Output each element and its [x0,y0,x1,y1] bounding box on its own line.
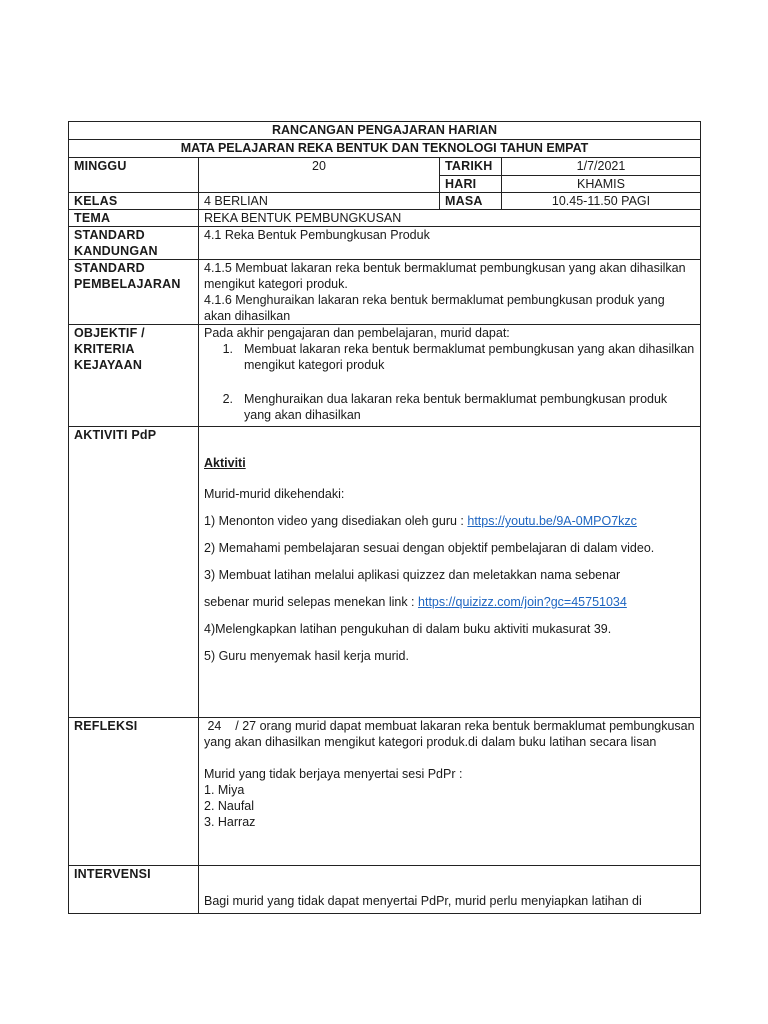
standard-pembelajaran-item-2: 4.1.6 Menghuraikan lakaran reka bentuk bermaklumat pembungkusan produk yang akan dihasilkan [204,293,665,323]
subject-title: MATA PELAJARAN REKA BENTUK DAN TEKNOLOGI TAHUN EMPAT [69,140,701,158]
refleksi-label: REFLEKSI [69,718,199,866]
intervensi-label: INTERVENSI [69,866,199,914]
youtube-link[interactable]: https://youtu.be/9A-0MPO7kzc [467,514,637,528]
refleksi-text: / 27 orang murid dapat membuat lakaran reka bentuk bermaklumat pembungkusan yang akan dihasilkan mengikut kategori produk.di dalam buku latihan secara lisan [204,719,695,749]
list-item [204,341,695,373]
absent-student-3: 3. Harraz [204,815,256,829]
lesson-plan-table [68,121,701,914]
standard-pembelajaran-label-line2: PEMBELAJARAN [74,277,181,291]
aktiviti-label: AKTIVITI PdP [69,427,199,718]
objektif-list [204,341,695,423]
tarikh-label: TARIKH [440,158,502,176]
aktiviti-step-3b-text: sebenar murid selepas menekan link : [204,595,419,609]
absent-student-2: 2. Naufal [204,799,255,813]
hari-label: HARI [440,176,502,193]
objektif-label-line2: KRITERIA [74,342,135,356]
plan-title: RANCANGAN PENGAJARAN HARIAN [69,122,701,140]
aktiviti-value [199,427,701,718]
refleksi-value [199,718,701,866]
aktiviti-step-1 [204,513,695,529]
aktiviti-step-2: 2) Memahami pembelajaran sesuai dengan objektif pembelajaran di dalam video. [204,541,655,555]
kelas-value: 4 BERLIAN [199,193,440,210]
aktiviti-step-4: 4)Melengkapkan latihan pengukuhan di dalam buku aktiviti mukasurat 39. [204,622,612,636]
objektif-label-line3: KEJAYAAN [74,358,143,372]
aktiviti-intro: Murid-murid dikehendaki: [204,487,345,501]
aktiviti-heading: Aktiviti [204,456,246,470]
absent-student-1: 1. Miya [204,783,245,797]
objektif-label-line1: OBJEKTIF / [74,326,145,340]
refleksi-absent-intro: Murid yang tidak berjaya menyertai sesi PdPr : [204,767,463,781]
kelas-label: KELAS [69,193,199,210]
list-item [204,391,695,423]
quizizz-link[interactable]: https://quizizz.com/join?gc=45751034 [418,595,627,609]
standard-pembelajaran-value [199,260,701,325]
minggu-label: MINGGU [69,158,199,193]
standard-kandungan-label-line2: KANDUNGAN [74,244,158,258]
aktiviti-step-3a: 3) Membuat latihan melalui aplikasi quizzez dan meletakkan nama sebenar [204,568,621,582]
aktiviti-step-5: 5) Guru menyemak hasil kerja murid. [204,649,409,663]
tarikh-value: 1/7/2021 [502,158,701,176]
standard-pembelajaran-label-line1: STANDARD [74,261,145,275]
objektif-intro: Pada akhir pengajaran dan pembelajaran, murid dapat: [204,326,510,340]
list-item-text: Menghuraikan dua lakaran reka bentuk bermaklumat pembungkusan produk yang akan dihasilkan [244,392,668,422]
standard-kandungan-label [69,227,199,260]
objektif-label [69,325,199,427]
objektif-value [199,325,701,427]
standard-pembelajaran-item-1: 4.1.5 Membuat lakaran reka bentuk bermaklumat pembungkusan yang akan dihasilkan mengikut kategori produk. [204,261,686,291]
intervensi-text: Bagi murid yang tidak dapat menyertai PdPr, murid perlu menyiapkan latihan di [204,894,642,908]
tema-label: TEMA [69,210,199,227]
hari-value: KHAMIS [502,176,701,193]
list-item-number: 2. [222,392,233,406]
minggu-value: 20 [199,158,440,193]
refleksi-count: 24 [207,719,222,733]
list-item-number: 1. [222,342,233,356]
masa-label: MASA [440,193,502,210]
standard-kandungan-label-line1: STANDARD [74,228,145,242]
intervensi-value [199,866,701,914]
masa-value: 10.45-11.50 PAGI [502,193,701,210]
refleksi-statement [204,718,695,750]
list-item-text: Membuat lakaran reka bentuk bermaklumat pembungkusan yang akan dihasilkan mengikut kategori produk [244,342,695,372]
standard-pembelajaran-label [69,260,199,325]
tema-value: REKA BENTUK PEMBUNGKUSAN [199,210,701,227]
standard-kandungan-value: 4.1 Reka Bentuk Pembungkusan Produk [199,227,701,260]
aktiviti-step-3b [204,594,695,610]
aktiviti-step-1-text: 1) Menonton video yang disediakan oleh guru : [204,514,468,528]
